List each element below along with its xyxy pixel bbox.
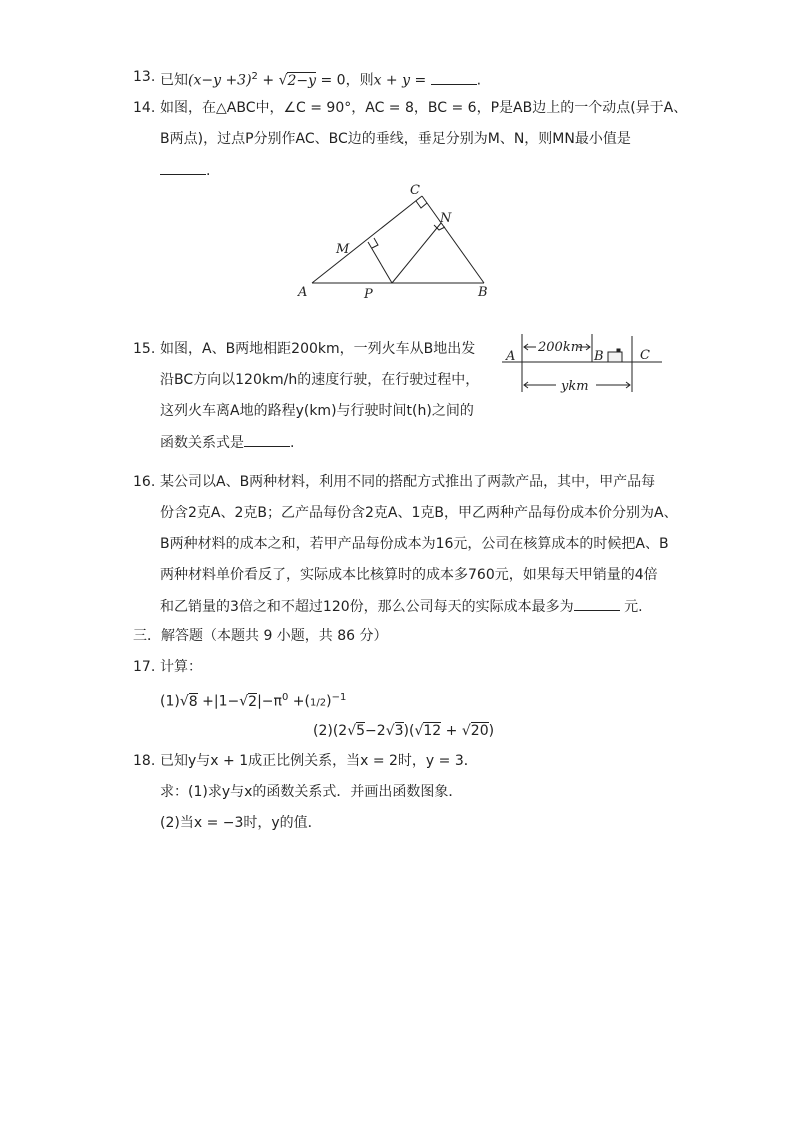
- q15-line4-text: 函数关系式是: [160, 435, 244, 451]
- label-P: P: [364, 287, 373, 302]
- q13-mid: = 0，则: [316, 72, 374, 89]
- q17-p1-c: +(: [288, 693, 310, 710]
- q13-text: [160, 67, 481, 91]
- label-B: B: [594, 349, 604, 364]
- q17-p2-sqrt4: 20: [470, 723, 489, 739]
- q16-line1: 某公司以A、B两种材料，利用不同的搭配方式推出了两款产品，其中，甲产品每: [160, 474, 656, 490]
- q17-p2-sqrt2: 3: [394, 723, 404, 739]
- q13-expr2: x + y =: [373, 72, 427, 89]
- distance-200km: 200km: [538, 340, 584, 355]
- q17-p1-b: |−π: [257, 693, 282, 710]
- q16-line3: B两种材料的成本之和，若甲产品每份成本为16元，公司在核算成本的时候把A、B: [160, 536, 669, 552]
- q17-part2: [313, 721, 494, 741]
- q17-part1: [160, 688, 346, 714]
- sqrt-sign: √: [385, 723, 395, 739]
- q18-line1: 已知y与x + 1成正比例关系，当x = 2时，y = 3．: [160, 753, 478, 769]
- q13-pre: 已知: [160, 72, 188, 89]
- sqrt-sign: √: [278, 72, 288, 89]
- sqrt-sign: √: [461, 723, 471, 739]
- q18-number: 18.: [133, 753, 156, 769]
- sqrt-sign: √: [347, 723, 357, 739]
- q17-p2-sqrt1: 5: [356, 723, 366, 739]
- q13-expr1: (x−y +3): [188, 72, 252, 89]
- q17-p2-sqrt3: 12: [423, 723, 442, 739]
- q13-exp: 2: [251, 71, 258, 82]
- q17-p2-label: (2)(2: [313, 723, 348, 739]
- q17-p1-label: (1): [160, 693, 180, 710]
- q16-line2: 份含2克A、2克B；乙产品每份含2克A、1克B，甲乙两种产品每份成本价分别为A、: [160, 505, 678, 521]
- label-C: C: [640, 348, 650, 363]
- q15-end: .: [290, 435, 295, 451]
- q17-p2-d: ): [488, 723, 495, 739]
- q17-p1-sqrt2: 2: [248, 693, 258, 710]
- q16-number: 16.: [133, 474, 156, 490]
- q13-plus: +: [257, 72, 279, 89]
- label-C: C: [410, 183, 420, 198]
- section-title: 三．解答题（本题共 9 小题，共 86 分）: [133, 628, 388, 644]
- q14-line1: 如图，在△ABC中，∠C = 90°，AC = 8，BC = 6，P是AB边上的一个动点(异于A、: [160, 100, 688, 116]
- q15-line2: 沿BC方向以120km/h的速度行驶，在行驶过程中，: [160, 372, 480, 388]
- q15-line3: 这列火车离A地的路程y(km)与行驶时间t(h)之间的: [160, 403, 474, 419]
- q14-line3: [160, 160, 210, 181]
- triangle-figure: [290, 180, 510, 305]
- q17-intro: 计算：: [160, 659, 202, 675]
- q13-number: 13.: [133, 69, 156, 85]
- q17-p1-frac: 1/2: [310, 697, 327, 709]
- label-N: N: [440, 211, 452, 226]
- label-M: M: [336, 242, 350, 257]
- q15-answer-blank: [244, 432, 290, 447]
- q13-sqrt-content: 2−y: [287, 72, 317, 89]
- q17-p1-exp0: 0: [281, 692, 289, 703]
- q15-number: 15.: [133, 341, 156, 357]
- q17-p1-sqrt1: 8: [188, 693, 198, 710]
- q14-end: .: [206, 163, 211, 179]
- sqrt-sign: √: [179, 693, 189, 710]
- q16-line4: 两种材料单价看反了，实际成本比核算时的成本多760元，如果每天甲销量的4倍: [160, 567, 658, 583]
- q15-line1: 如图，A、B两地相距200km，一列火车从B地出发: [160, 341, 476, 357]
- q16-line5-text: 和乙销量的3倍之和不超过120份，那么公司每天的实际成本最多为: [160, 599, 574, 615]
- label-A: A: [298, 285, 308, 300]
- q13-end: .: [476, 72, 482, 89]
- sqrt-sign: √: [239, 693, 249, 710]
- q17-p1-a: +|1−: [197, 693, 240, 710]
- q16-answer-blank: [574, 596, 620, 611]
- q15-line4: [160, 432, 294, 453]
- q17-number: 17.: [133, 659, 156, 675]
- q14-answer-blank: [160, 160, 206, 175]
- q17-p1-d: ): [326, 693, 332, 710]
- q13-answer-blank: [431, 70, 477, 85]
- distance-ykm: ykm: [561, 379, 589, 394]
- q17-p2-a: −2: [365, 723, 386, 739]
- q18-line2: 求：(1)求y与x的函数关系式．并画出函数图象．: [160, 784, 463, 800]
- q16-end: 元.: [619, 599, 643, 615]
- q17-p1-exp: −1: [331, 692, 347, 703]
- q17-p2-c: +: [441, 723, 462, 739]
- q14-number: 14.: [133, 100, 156, 116]
- label-B: B: [478, 285, 488, 300]
- train-figure: [500, 330, 670, 400]
- sqrt-sign: √: [414, 723, 424, 739]
- q14-line2: B两点)，过点P分别作AC、BC边的垂线，垂足分别为M、N，则MN最小值是: [160, 131, 631, 147]
- q18-line3: (2)当x = −3时，y的值．: [160, 815, 322, 831]
- q17-p2-b: )(: [403, 723, 415, 739]
- label-A: A: [506, 349, 516, 364]
- q16-line5: [160, 596, 643, 617]
